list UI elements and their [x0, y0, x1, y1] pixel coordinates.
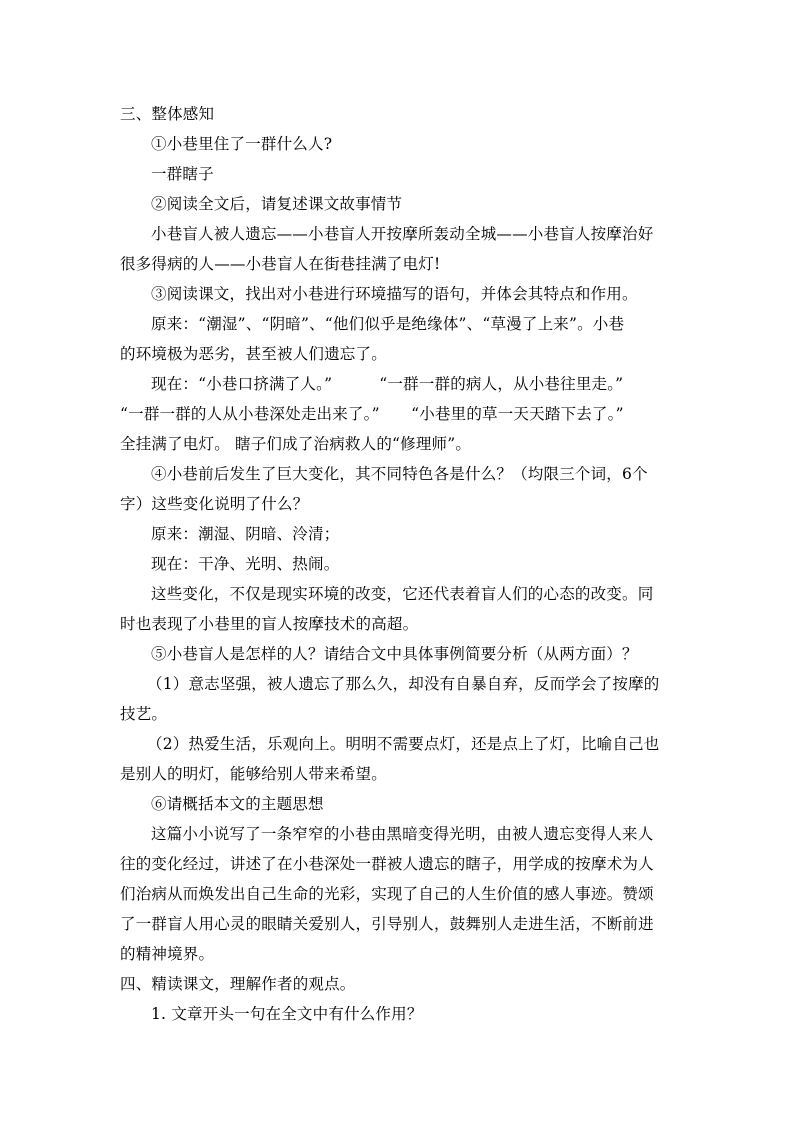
section-heading-close-reading: 四、精读课文，理解作者的观点。: [120, 975, 356, 993]
close-reading-question-1: 1. 文章开头一句在全文中有什么作用？: [151, 1005, 423, 1023]
question-2: ②阅读全文后，请复述课文故事情节: [151, 195, 403, 213]
answer-3-line-1: 原来：“潮湿”、“阴暗”、“他们似乎是绝缘体”、“草漫了上来”。小巷: [151, 315, 625, 333]
answer-2-line-1: 小巷盲人被人遗忘——小巷盲人开按摩所轰动全城——小巷盲人按摩治好: [151, 225, 654, 243]
answer-2-line-2: 很多得病的人——小巷盲人在街巷挂满了电灯!: [120, 255, 441, 273]
answer-6-line-2: 往的变化经过，讲述了在小巷深处一群被人遗忘的瞎子，用学成的按摩术为人: [120, 855, 654, 873]
section-heading-overall: 三、整体感知: [120, 105, 215, 123]
answer-4-line-1: 原来：潮湿、阴暗、泠清；: [151, 525, 340, 543]
answer-5-point-1-line-1: （1）意志坚强，被人遗忘了那么久，却没有自暴自弃，反而学会了按摩的: [147, 675, 660, 693]
question-3: ③阅读课文，找出对小巷进行环境描写的语句，并体会其特点和作用。: [151, 285, 638, 303]
answer-4-line-3: 这些变化，不仅是现实环境的改变，它还代表着盲人们的心态的改变。同: [151, 585, 654, 603]
answer-6-line-3: 们治病从而焕发出自己生命的光彩，实现了自己的人生价值的感人事迹。赞颂: [120, 885, 654, 903]
question-4-line-2: 字）这些变化说明了什么？: [120, 495, 309, 513]
answer-3-line-3: 现在：“小巷口挤满了人。” “一群一群的病人，从小巷往里走。”: [151, 375, 624, 393]
question-5: ⑤小巷盲人是怎样的人？请结合文中具体事例简要分析（从两方面）？: [151, 645, 638, 663]
answer-4-line-4: 时也表现了小巷里的盲人按摩技术的高超。: [120, 615, 419, 633]
answer-5-point-2-line-2: 是别人的明灯，能够给别人带来希望。: [120, 765, 387, 783]
question-1: ①小巷里住了一群什么人?: [151, 135, 333, 153]
answer-6-line-5: 的精神境界。: [120, 945, 215, 963]
question-4-line-1: ④小巷前后发生了巨大变化，其不同特色各是什么？（均限三个词，6个: [151, 465, 648, 483]
answer-1: 一群瞎子: [151, 165, 214, 183]
answer-3-line-5: 全挂满了电灯。 瞎子们成了治病救人的“修理师”。: [120, 435, 472, 453]
answer-6-line-1: 这篇小小说写了一条窄窄的小巷由黑暗变得光明，由被人遗忘变得人来人: [151, 825, 654, 843]
question-6: ⑥请概括本文的主题思想: [151, 795, 324, 813]
answer-5-point-1-line-2: 技艺。: [120, 705, 168, 723]
answer-3-line-2: 的环境极为恶劣，甚至被人们遗忘了。: [120, 345, 387, 363]
answer-3-line-4: “一群一群的人从小巷深处走出来了。” “小巷里的草一天天踏下去了。”: [120, 405, 624, 423]
answer-5-point-2-line-1: （2）热爱生活，乐观向上。明明不需要点灯，还是点上了灯，比喻自己也: [147, 735, 660, 753]
answer-6-line-4: 了一群盲人用心灵的眼睛关爱别人，引导别人，鼓舞别人走进生活，不断前进: [120, 915, 654, 933]
answer-4-line-2: 现在：干净、光明、热闹。: [151, 555, 340, 573]
